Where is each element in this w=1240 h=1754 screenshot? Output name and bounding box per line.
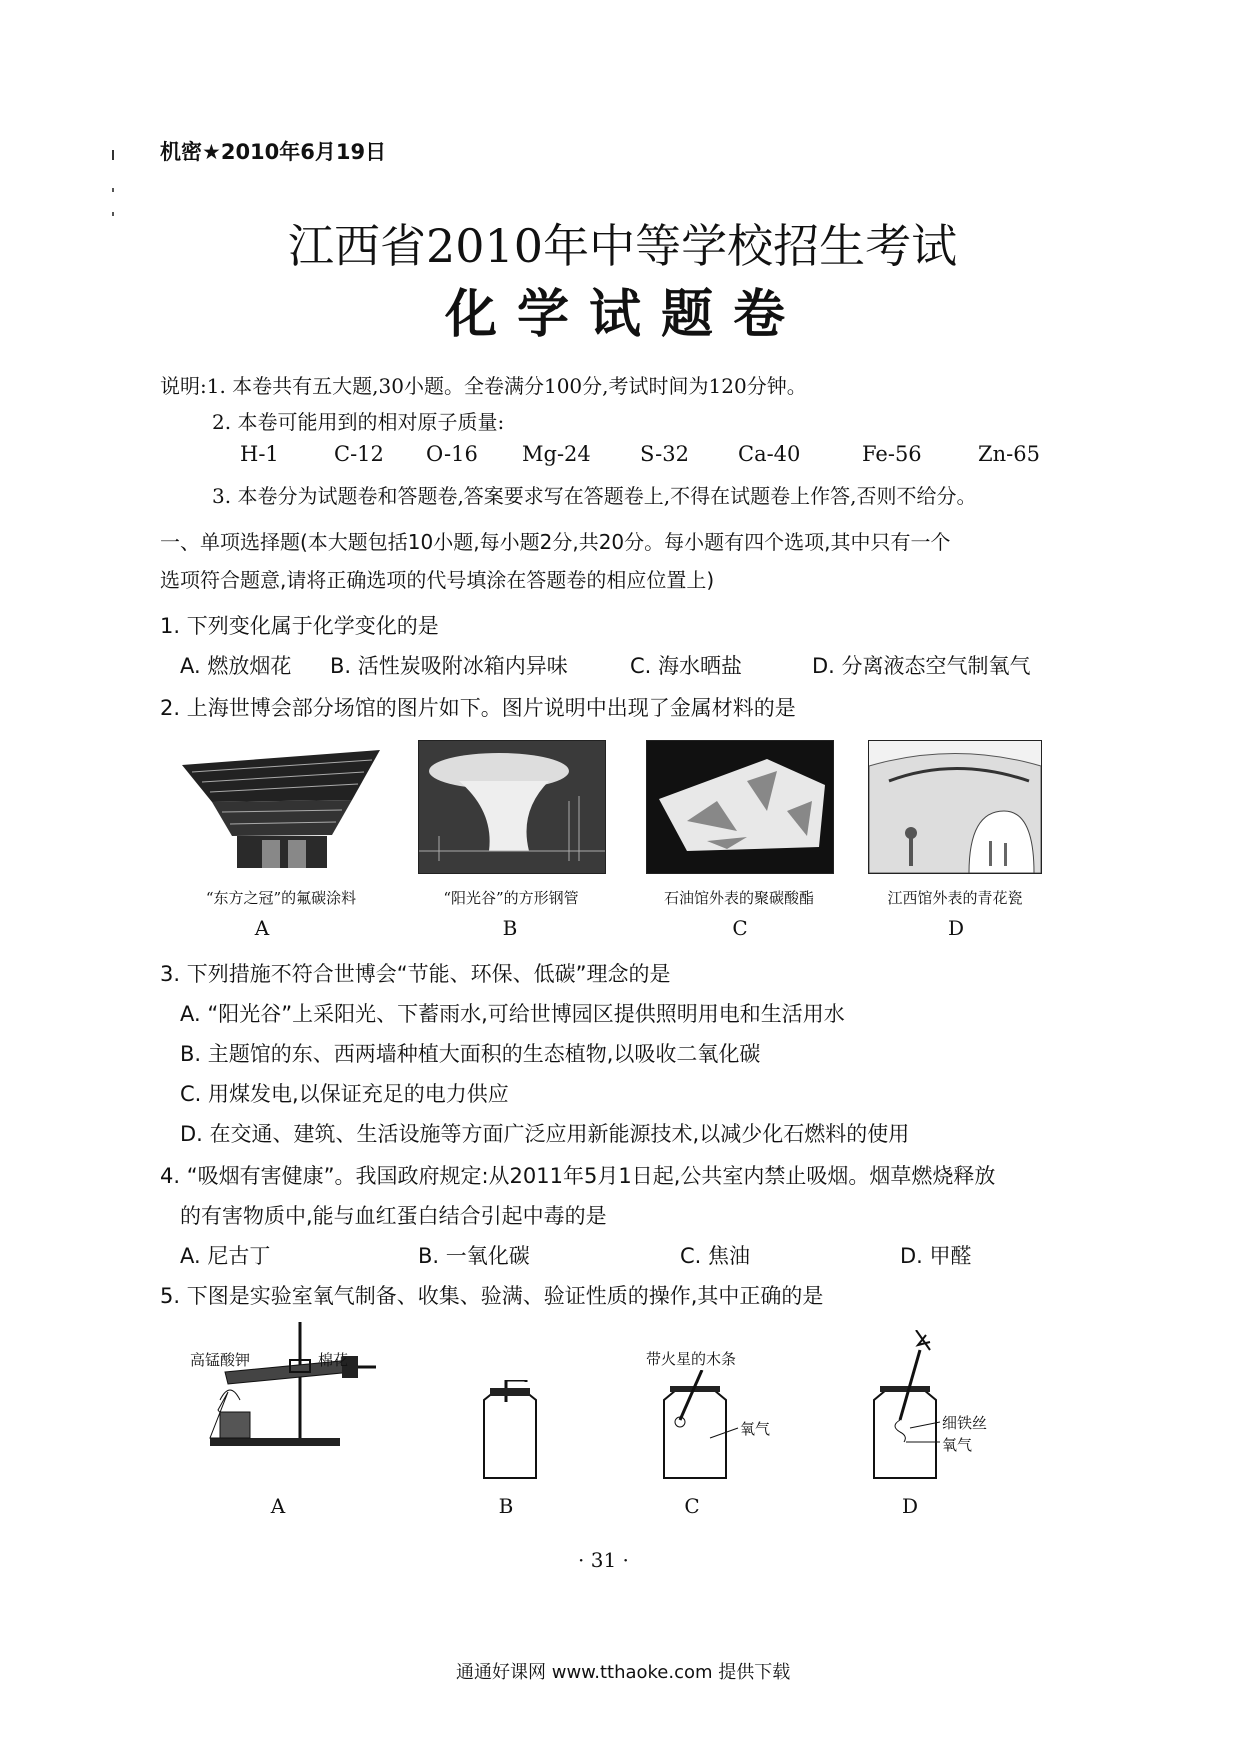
note-3: 3. 本卷分为试题卷和答题卷,答案要求写在答题卷上,不得在试题卷上作答,否则不给分。 (212, 484, 977, 508)
q1-option-b: B. 活性炭吸附冰箱内异味 (330, 654, 568, 678)
q2-caption-c: 石油馆外表的聚碳酸酯 (663, 889, 814, 907)
apparatus-iron-wire (860, 1330, 980, 1480)
label-splint: 带火星的木条 (646, 1350, 737, 1368)
q4-option-c: C. 焦油 (680, 1244, 751, 1268)
q3-option-d: D. 在交通、建筑、生活设施等方面广泛应用新能源技术,以减少化石燃料的使用 (180, 1122, 910, 1146)
paper-title: 化学试题卷 (445, 285, 806, 345)
q4-option-a: A. 尼古丁 (180, 1244, 271, 1268)
margin-mark (112, 188, 114, 192)
q2-caption-b: “阳光谷”的方形钢管 (443, 889, 579, 907)
q4-stem: 4. “吸烟有害健康”。我国政府规定:从2011年5月1日起,公共室内禁止吸烟。烟草燃烧释放 (160, 1164, 996, 1188)
note-1: 说明:1. 本卷共有五大题,30小题。全卷满分100分,考试时间为120分钟。 (160, 374, 807, 398)
label-wire: 细铁丝 (942, 1414, 988, 1432)
label-kmno4: 高锰酸钾 (190, 1351, 251, 1369)
q1-option-d: D. 分离液态空气制氧气 (812, 654, 1031, 678)
q3-option-b: B. 主题馆的东、西两墙种植大面积的生态植物,以吸收二氧化碳 (180, 1042, 761, 1066)
photo-jiangxi-pavilion (868, 740, 1042, 874)
mass-item: Fe-56 (862, 442, 922, 466)
q1-stem: 1. 下列变化属于化学变化的是 (160, 614, 439, 638)
label-cotton: 棉花 (318, 1351, 349, 1369)
q2-letter-b: B (502, 916, 518, 940)
mass-item: Zn-65 (978, 442, 1040, 466)
photo-sun-valley (418, 740, 606, 874)
mass-item: Ca-40 (738, 442, 801, 466)
q4-option-d: D. 甲醛 (900, 1244, 972, 1268)
q5-stem: 5. 下图是实验室氧气制备、收集、验满、验证性质的操作,其中正确的是 (160, 1284, 824, 1308)
note-2: 2. 本卷可能用到的相对原子质量: (212, 410, 505, 434)
photo-china-pavilion (182, 740, 380, 872)
q4-option-b: B. 一氧化碳 (418, 1244, 530, 1268)
photo-oil-pavilion (646, 740, 834, 874)
page-number: · 31 · (578, 1548, 629, 1572)
q1-option-c: C. 海水晒盐 (630, 654, 743, 678)
mass-item: S-32 (640, 442, 689, 466)
mass-item: Mg-24 (522, 442, 591, 466)
exam-title: 江西省2010年中等学校招生考试 (288, 219, 958, 273)
section-heading-cont: 选项符合题意,请将正确选项的代号填涂在答题卷的相应位置上) (160, 568, 715, 592)
q3-stem: 3. 下列措施不符合世博会“节能、环保、低碳”理念的是 (160, 962, 671, 986)
q2-stem: 2. 上海世博会部分场馆的图片如下。图片说明中出现了金属材料的是 (160, 696, 796, 720)
q2-letter-a: A (254, 916, 270, 940)
q5-letter-c: C (684, 1494, 700, 1518)
q2-letter-d: D (947, 916, 965, 940)
q3-option-a: A. “阳光谷”上采阳光、下蓄雨水,可给世博园区提供照明用电和生活用水 (180, 1002, 845, 1026)
q5-letter-a: A (270, 1494, 286, 1518)
margin-mark (112, 150, 114, 160)
label-oxygen-d: 氧气 (942, 1436, 973, 1454)
mass-item: O-16 (426, 442, 478, 466)
section-heading: 一、单项选择题(本大题包括10小题,每小题2分,共20分。每小题有四个选项,其中只有一个 (160, 530, 951, 554)
q5-letter-d: D (901, 1494, 919, 1518)
apparatus-gas-bottle (470, 1380, 550, 1480)
q2-letter-c: C (732, 916, 748, 940)
secret-date: 机密★2010年6月19日 (160, 140, 387, 164)
apparatus-heating-kmno4 (180, 1320, 380, 1450)
margin-mark (112, 212, 114, 216)
q5-letter-b: B (498, 1494, 514, 1518)
mass-item: C-12 (334, 442, 384, 466)
q3-option-c: C. 用煤发电,以保证充足的电力供应 (180, 1082, 509, 1106)
q4-stem-cont: 的有害物质中,能与血红蛋白结合引起中毒的是 (180, 1204, 607, 1228)
label-oxygen-c: 氧气 (740, 1420, 771, 1438)
mass-item: H-1 (240, 442, 279, 466)
q2-caption-a: “东方之冠”的氟碳涂料 (205, 889, 357, 907)
q2-caption-d: 江西馆外表的青花瓷 (887, 889, 1023, 907)
source-note: 通通好课网 www.tthaoke.com 提供下载 (456, 1662, 791, 1683)
q1-option-a: A. 燃放烟花 (180, 654, 292, 678)
